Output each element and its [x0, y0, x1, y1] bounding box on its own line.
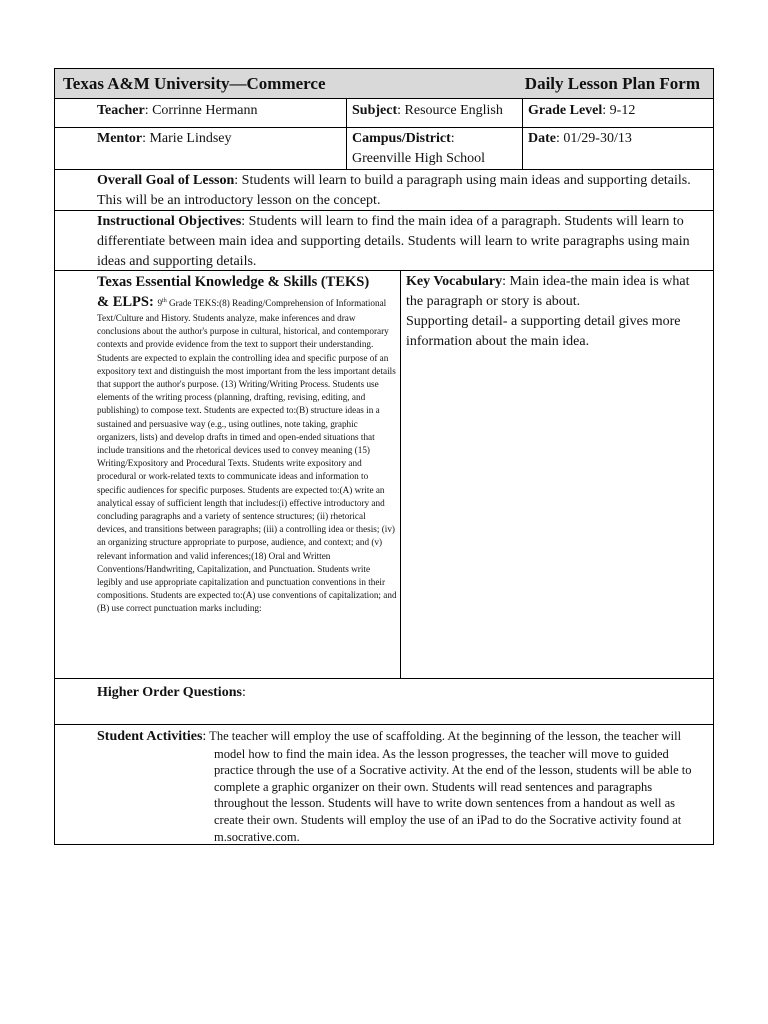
activities-text-1: The teacher will employ the use of scaffolding. At the beginning of the lesson, the teacher will	[206, 729, 682, 743]
vocab-label: Key Vocabulary	[406, 274, 503, 289]
activities-row	[55, 724, 713, 844]
teks-elps-label: & ELPS	[97, 294, 149, 310]
mentor-label: Mentor	[97, 131, 143, 146]
objectives-row	[55, 210, 713, 270]
grade-label: Grade Level	[528, 103, 603, 118]
teks-colon: :	[148, 294, 158, 310]
objectives-cell	[55, 211, 713, 270]
hoq-colon: :	[241, 685, 246, 700]
mentor-row	[55, 127, 713, 169]
form-header	[55, 69, 713, 98]
objectives-text: : Students will learn to find the main idea of a paragraph. Students will learn to differentiate between main idea and supporting details. Students will learn to write paragraphs using main ideas and supporting details.	[97, 214, 690, 269]
activities-cell	[55, 725, 713, 844]
goal-text: : Students will learn to build a paragraph using main ideas and supporting details. This will be an introductory lesson on the concept.	[97, 173, 691, 208]
teks-cell	[55, 271, 400, 678]
teacher-label: Teacher	[97, 103, 145, 118]
hoq-label: Higher Order Questions	[97, 685, 242, 700]
date-cell	[522, 128, 713, 169]
subject-value: : Resource English	[397, 103, 503, 118]
activities-colon: :	[202, 729, 207, 744]
teks-text: Grade TEKS:(8) Reading/Comprehension of Informational Text/Culture and History. Students analyze, make inferences and draw conclusions about the author's purpose in cultural, historical, and contemporary contexts and provide evidence from the text to support their understanding. Students are expected to explain the controlling idea and specific purpose of an expository text and distinguish the most important from the less important details that support the author's purpose. (13) Writing/Writing Process. Students use elements of the writing process (planning, drafting, revising, editing, and publishing) to compose text. Students are expected to:(B) structure ideas in a sustained and persuasive way (e.g., using outlines, note taking, graphic organizers, lists) and develop drafts in timed and open-ended situations that include transitions and the rhetorical devices used to convey meaning (15) Writing/Expository and Procedural Texts. Students write expository and procedural or work-related texts to communicate ideas and information to specific audiences for specific purposes. Students are expected to:(A) write an analytical essay of sufficient length that includes:(i) effective introductory and concluding paragraphs and a variety of sentence structures; (ii) rhetorical devices, and transitions between paragraphs; (iii) a controlling idea or thesis; (iv) an organizing structure appropriate to purpose, audience, and context; and (v) relevant information and valid inferences;(18) Oral and Written Conventions/Handwriting, Capitalization, and Punctuation. Students write legibly and use appropriate capitalization and punctuation conventions in their compositions. Students are expected to:(A) use conventions of capitalization; and (B) use correct punctuation marks including:	[97, 298, 397, 614]
teks-grade-num: 9	[157, 298, 163, 308]
teks-title: Texas Essential Knowledge & Skills (TEKS)	[97, 274, 370, 290]
goal-label: Overall Goal of Lesson	[97, 173, 235, 188]
activities-text-2: model how to find the main idea. As the lesson progresses, the teacher will move to guided practice through the use of a Socrative activity. At the end of the lesson, students will be able to complete a graphic organizer on their own. Students will read sentences and paragraphs throughout the lesson. Students will have to write down sentences from a handout as well as create their own. Students will employ the use of an iPad to do the Socrative activity found at m.socrative.com.	[214, 746, 692, 844]
goal-row	[55, 169, 713, 210]
date-value: : 01/29-30/13	[556, 131, 632, 146]
teacher-value: : Corrinne Hermann	[144, 103, 258, 118]
university-title: Texas A&M University—Commerce	[63, 73, 326, 93]
vocab-text-2: Supporting detail- a supporting detail gives more information about the main idea.	[406, 314, 681, 349]
subject-label: Subject	[352, 103, 398, 118]
teks-body	[97, 292, 397, 616]
goal-cell	[55, 170, 713, 210]
teacher-row	[55, 98, 713, 127]
mentor-value: : Marie Lindsey	[142, 131, 232, 146]
activities-label: Student Activities	[97, 729, 203, 744]
vocab-cell	[400, 271, 713, 678]
date-label: Date	[528, 131, 556, 146]
campus-label: Campus/District	[352, 131, 451, 146]
hoq-cell	[55, 679, 713, 724]
campus-cell	[346, 128, 522, 169]
hoq-row	[55, 678, 713, 724]
campus-value: Greenville High School	[352, 151, 485, 166]
grade-cell	[522, 99, 713, 127]
objectives-label: Instructional Objectives	[97, 214, 242, 229]
vocab-text-1: : Main idea-the main idea is what the paragraph or story is about.	[406, 274, 690, 309]
subject-cell	[346, 99, 522, 127]
form-title: Daily Lesson Plan Form	[524, 73, 700, 93]
mentor-cell	[55, 128, 346, 169]
lesson-plan-form	[54, 68, 714, 845]
teks-vocab-row	[55, 270, 713, 678]
vocab-line-1	[406, 272, 708, 312]
teacher-cell	[55, 99, 346, 127]
campus-colon: :	[450, 131, 455, 146]
grade-value: : 9-12	[602, 103, 636, 118]
teks-grade-sup: th	[162, 297, 167, 304]
activities-line-1	[97, 728, 708, 746]
